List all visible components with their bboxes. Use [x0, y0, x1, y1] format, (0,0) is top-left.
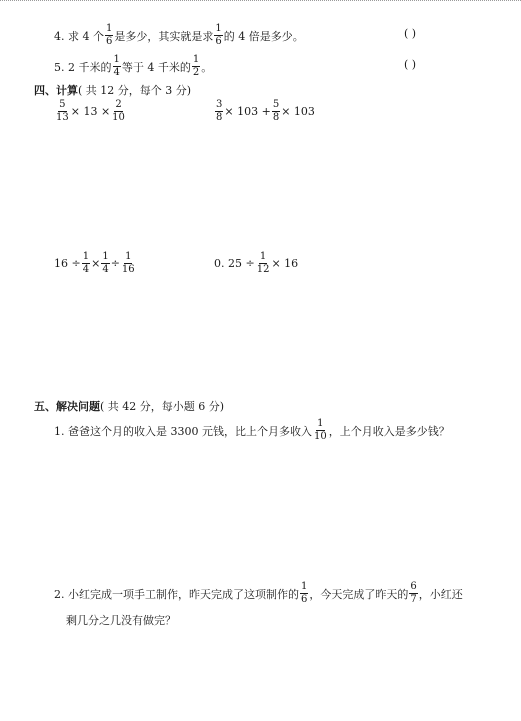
frac-num: 5: [59, 99, 66, 110]
frac-num: 1: [301, 581, 308, 592]
word-problem-1: [54, 419, 450, 442]
word-problem-2: [54, 582, 463, 605]
e2-operator-1: × 103 +: [224, 105, 271, 118]
q5-fraction-1: [113, 55, 121, 78]
frac-den: 7: [410, 594, 417, 605]
e3-operator-2: ÷: [110, 257, 120, 270]
frac-den: 4: [102, 264, 109, 275]
e3-fraction-1: [82, 252, 90, 275]
calc-expression-3: [54, 252, 137, 275]
judge-question-4: [54, 24, 304, 47]
q4-text-c: 的 4 倍是多少。: [223, 29, 304, 43]
frac-num: 1: [102, 251, 109, 262]
q4-fraction-1: [105, 24, 113, 47]
q4-text-b: 是多少，其实就是求: [114, 29, 214, 43]
q5-text-b: 等于 4 千米的: [121, 60, 191, 74]
e2-fraction-2: [272, 100, 280, 123]
calc-expression-2: [214, 100, 315, 123]
e4-fraction-1: [256, 252, 271, 275]
frac-den: 16: [121, 264, 135, 275]
section-5-title: [34, 398, 224, 414]
frac-num: 1: [105, 23, 113, 34]
frac-num: 1: [113, 54, 120, 65]
q5-text-c: 。: [201, 60, 213, 74]
p1-text-b: ，上个月收入是多少钱？: [328, 424, 450, 438]
q5-text-a: 5. 2 千米的: [54, 60, 112, 74]
frac-den: 8: [272, 112, 280, 123]
q4-text-a: 4. 求 4 个: [54, 29, 104, 43]
section-5-heading: 五、解决问题: [34, 400, 100, 413]
frac-num: 6: [410, 581, 417, 592]
section-4-title: [34, 82, 191, 98]
frac-den: 2: [192, 67, 200, 78]
frac-num: 1: [82, 251, 90, 262]
q4-answer-paren[interactable]: ( ): [404, 27, 417, 40]
e3-fraction-3: [121, 252, 136, 275]
q5-answer-paren[interactable]: ( ): [404, 58, 417, 71]
frac-den: 10: [313, 431, 327, 442]
e2-fraction-1: [215, 100, 223, 123]
e3-lead: 16 ÷: [54, 257, 81, 270]
p2-text-c: ，小红还: [418, 587, 463, 601]
frac-num: 1: [317, 418, 324, 429]
frac-den: 4: [82, 264, 90, 275]
frac-den: 12: [256, 264, 270, 275]
q5-fraction-2: [192, 55, 200, 78]
frac-den: 6: [301, 594, 308, 605]
p1-fraction-1: [313, 419, 328, 442]
p2-fraction-1: [300, 582, 308, 605]
section-4-heading: 四、计算: [34, 84, 78, 97]
word-problem-2-line-2: [66, 612, 176, 628]
frac-num: 2: [115, 99, 122, 110]
frac-num: 5: [272, 99, 280, 110]
frac-den: 13: [56, 112, 69, 123]
p1-text-a: 1. 爸爸这个月的收入是 3300 元钱，比上个月多收入: [54, 424, 312, 438]
e3-fraction-2: [101, 252, 109, 275]
frac-num: 1: [125, 251, 132, 262]
top-dotted-border: [0, 0, 521, 1]
frac-num: 3: [216, 99, 223, 110]
calc-expression-4: [214, 252, 298, 275]
e4-operator: × 16: [271, 257, 299, 270]
calc-expression-1: [54, 100, 127, 123]
p2-fraction-2: [409, 582, 417, 605]
section-4-scoring: ( 共 12 分，每个 3 分): [78, 84, 192, 97]
frac-num: 1: [259, 251, 267, 262]
frac-den: 4: [113, 67, 120, 78]
frac-num: 1: [192, 54, 200, 65]
q4-fraction-2: [214, 24, 222, 47]
frac-den: 6: [215, 36, 222, 47]
e1-operator: × 13 ×: [70, 105, 111, 118]
p2-text-b: ，今天完成了昨天的: [309, 587, 409, 601]
frac-den: 10: [112, 112, 125, 123]
e3-operator-1: ×: [91, 257, 101, 270]
e1-fraction-2: [111, 100, 126, 123]
e2-operator-2: × 103: [281, 105, 315, 118]
frac-den: 6: [105, 36, 113, 47]
p2-text-a: 2. 小红完成一项手工制作，昨天完成了这项制作的: [54, 587, 299, 601]
e4-lead: 0. 25 ÷: [214, 257, 255, 270]
frac-num: 1: [215, 23, 222, 34]
section-5-scoring: ( 共 42 分，每小题 6 分): [100, 400, 225, 413]
p2-text-line2: 剩几分之几没有做完？: [66, 614, 176, 627]
e1-fraction-1: [55, 100, 70, 123]
frac-den: 8: [216, 112, 223, 123]
judge-question-5: [54, 55, 212, 78]
